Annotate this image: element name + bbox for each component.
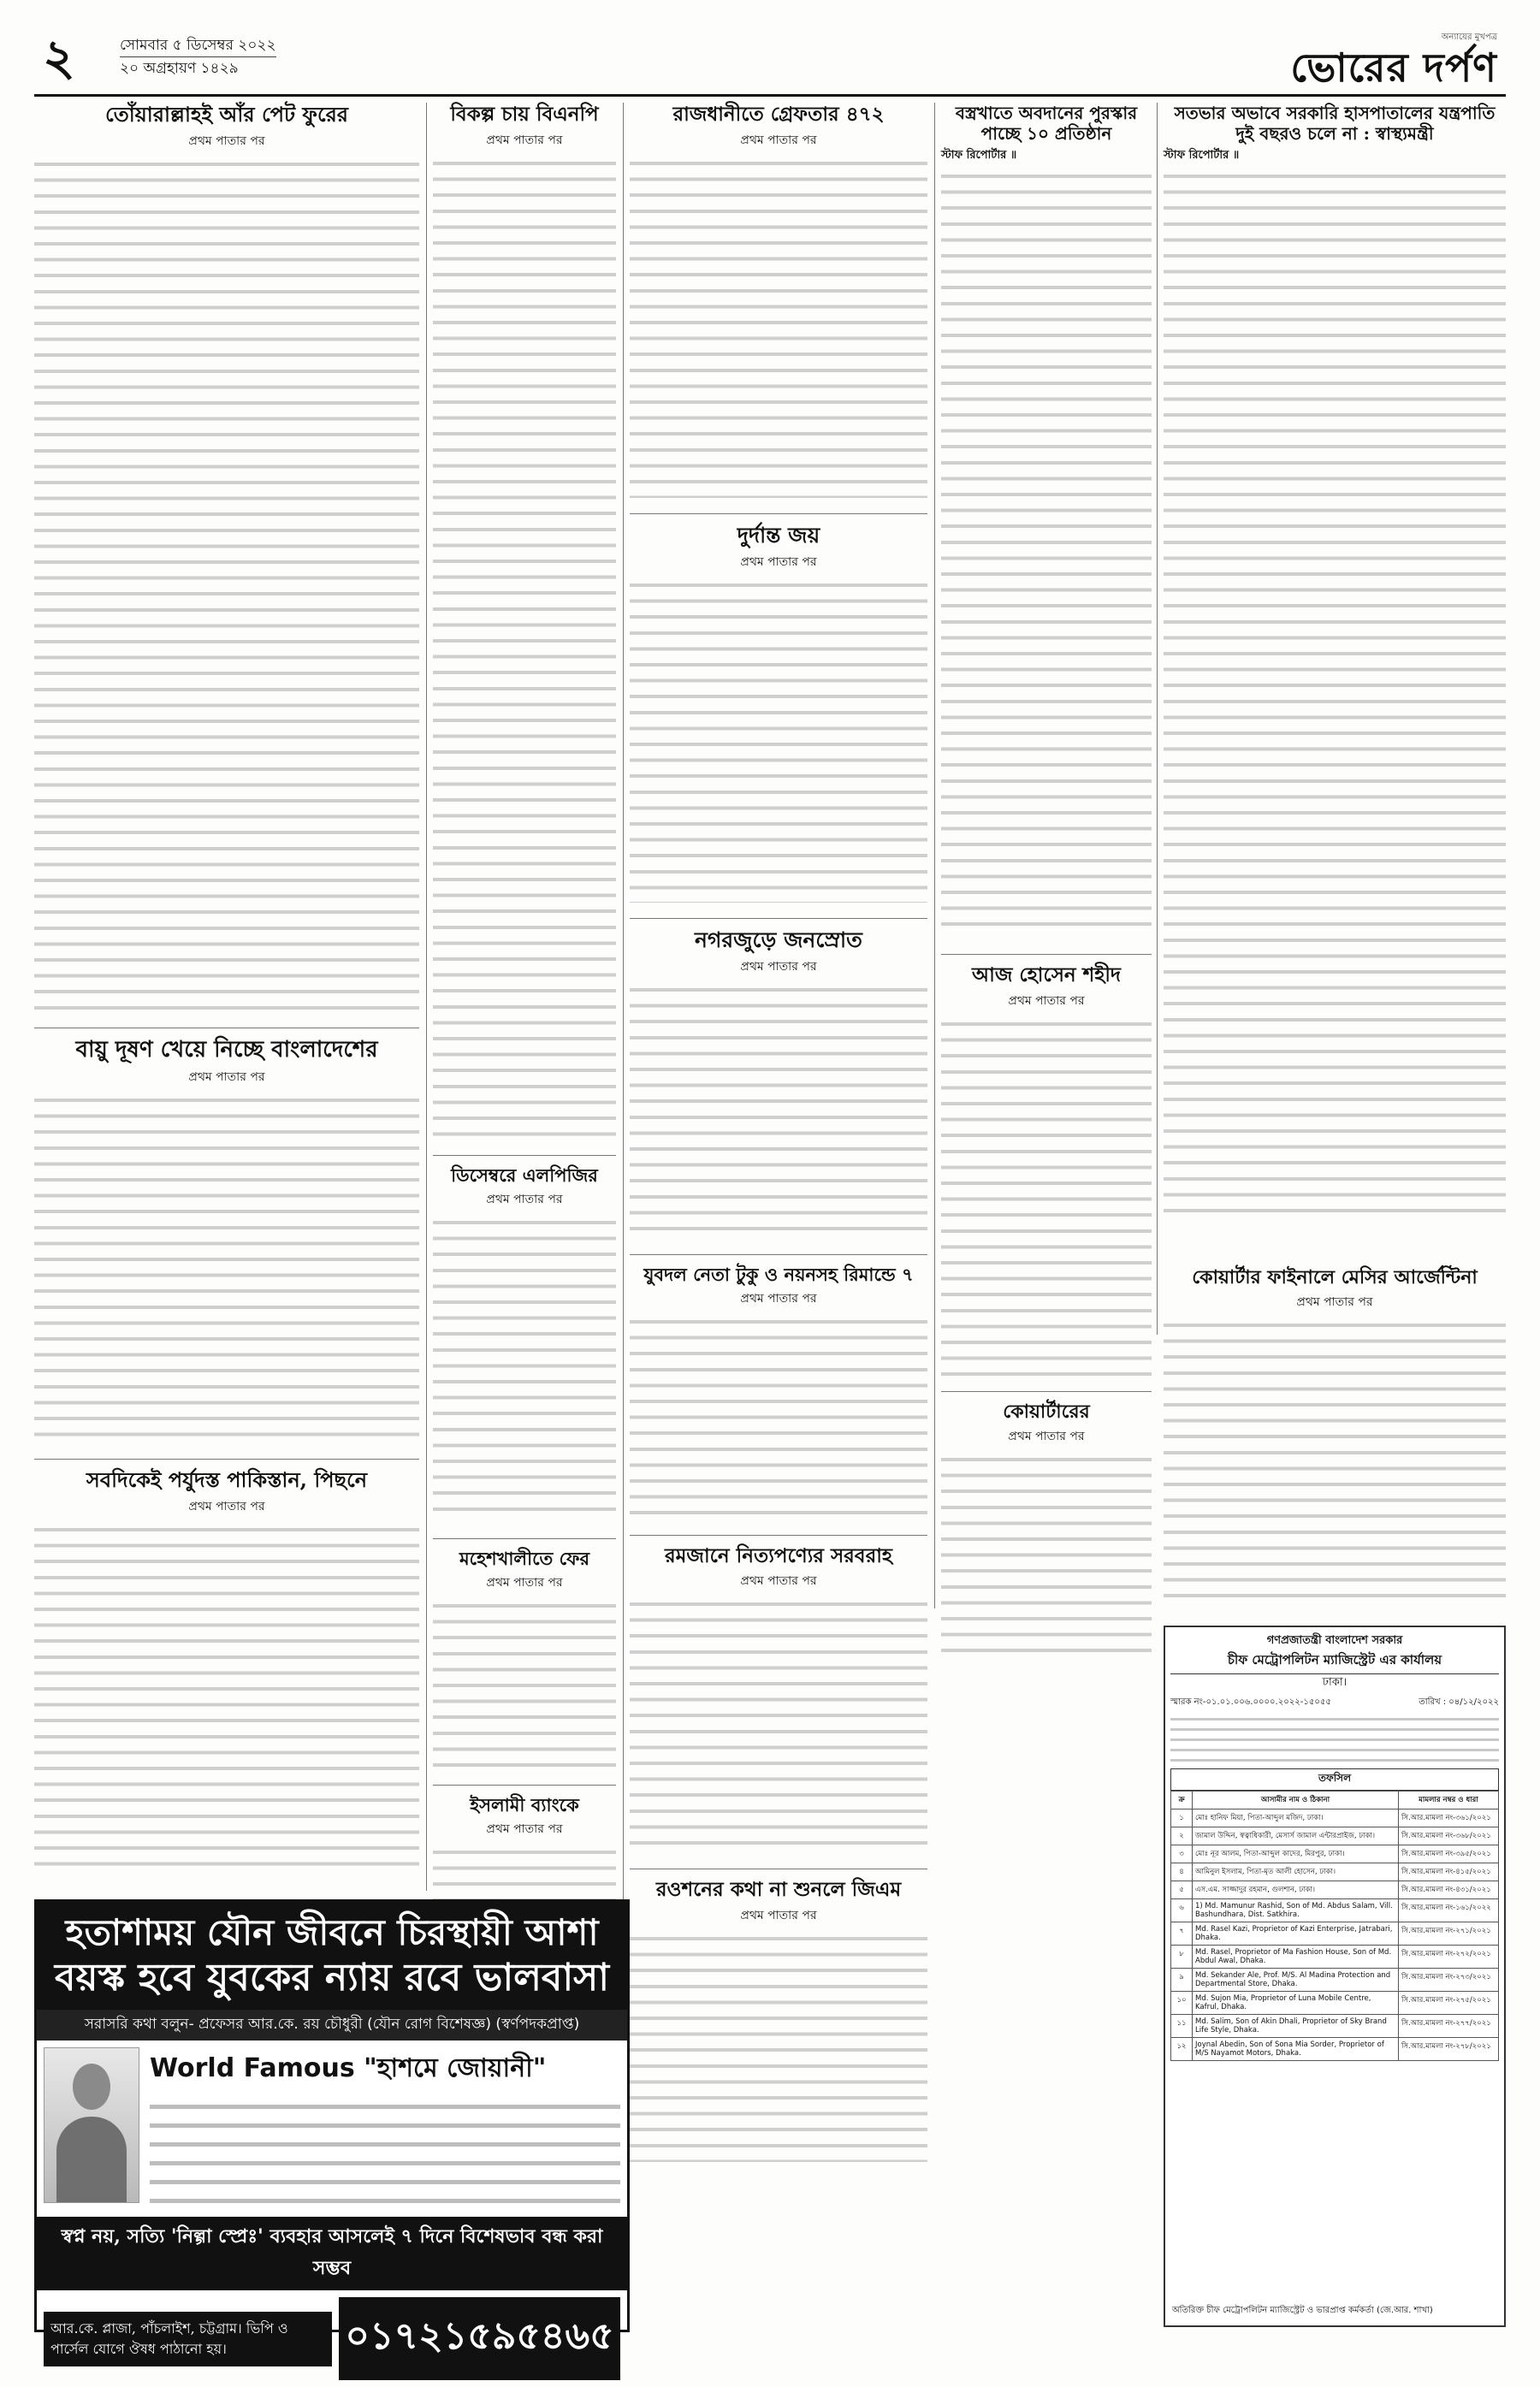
masthead xyxy=(34,26,1506,97)
article-headline: সবদিকেই পর্যুদস্ত পাকিস্তান, পিছনে xyxy=(86,1466,368,1492)
article-body xyxy=(630,1596,927,1853)
row-name: Md. Rasel Kazi, Proprietor of Kazi Enterprise, Jatrabari, Dhaka. xyxy=(1193,1922,1399,1946)
col-sn: ক্র xyxy=(1171,1792,1193,1810)
article-continuation: প্রথম পাতার পর xyxy=(740,1908,817,1922)
column-1 xyxy=(34,103,419,1888)
article-headline: রমজানে নিত্যপণ্যের সরবরাহ xyxy=(664,1543,893,1567)
article-headline: যুবদল নেতা টুকু ও নয়নসহ রিমান্ডে ৭ xyxy=(643,1263,914,1285)
table-row xyxy=(1171,1992,1499,2015)
article xyxy=(34,1037,419,1443)
row-sn: ৫ xyxy=(1171,1881,1193,1899)
article-continuation: প্রথম পাতার পর xyxy=(486,1822,563,1837)
article-headline: মহেশখালীতে ফের xyxy=(459,1547,590,1569)
row-case: সি.আর.মামলা নং-২৭১/২০২১ xyxy=(1399,1922,1499,1946)
article xyxy=(433,103,616,1140)
article-headline: কোয়ার্টারের xyxy=(1003,1400,1090,1423)
article-body xyxy=(630,578,927,903)
article xyxy=(34,103,419,1012)
article-headline: বায়ু দূষণ খেয়ে নিচ্ছে বাংলাদেশের xyxy=(75,1036,378,1063)
article-headline: আজ হোসেন শহীদ xyxy=(971,963,1122,986)
article xyxy=(630,523,927,903)
row-case: সি.আর.মামলা নং-৩৬১/২০২১ xyxy=(1399,1810,1499,1827)
row-sn: ৯ xyxy=(1171,1969,1193,1992)
article-headline: কোয়ার্টার ফাইনালে মেসির আর্জেন্টিনা xyxy=(1192,1266,1478,1288)
article-continuation: প্রথম পাতার পর xyxy=(740,959,817,974)
article xyxy=(630,1544,927,1854)
column-5 xyxy=(1164,103,1506,1236)
notice-government: গণপ্রজাতন্ত্রী বাংলাদেশ সরকার xyxy=(1266,1634,1403,1647)
row-case: সি.আর.মামলা নং-৩৬৮/২০২১ xyxy=(1399,1827,1499,1845)
table-row xyxy=(1171,2015,1499,2038)
column-divider xyxy=(1157,103,1158,1335)
row-case: সি.আর.মামলা নং-২৭৫/২০২১ xyxy=(1399,1992,1499,2015)
row-name: মোঃ নূর আলম, পিতা-আব্দুল কাদের, মিরপুর, ঢাকা। xyxy=(1193,1845,1399,1863)
logo-name: ভোরের দর্পণ xyxy=(1290,44,1497,91)
table-row xyxy=(1171,1881,1499,1899)
article-continuation: প্রথম পাতার পর xyxy=(188,133,265,148)
article xyxy=(630,1878,927,2162)
article-headline: ইসলামী ব্যাংকে xyxy=(470,1793,579,1815)
page-number: ২ xyxy=(43,28,75,86)
article-body xyxy=(433,156,616,1140)
article-wide xyxy=(1164,1266,1506,1624)
article-body xyxy=(34,157,419,1012)
row-name: Joynal Abedin, Son of Sona Mia Sorder, Proprietor of M/S Nayamot Motors, Dhaka. xyxy=(1193,2038,1399,2061)
table-row xyxy=(1171,2038,1499,2061)
article xyxy=(34,1468,419,1873)
article-byline: স্টাফ রিপোর্টার ॥ xyxy=(1164,149,1240,162)
column-divider xyxy=(934,103,935,1608)
row-sn: ৭ xyxy=(1171,1922,1193,1946)
row-name: Md. Sekander Ale, Prof. M/S. Al Madina Protection and Departmental Store, Dhaka. xyxy=(1193,1969,1399,1992)
article-headline: রওশনের কথা না শুনলে জিএম xyxy=(655,1878,902,1902)
issue-date xyxy=(120,34,276,80)
article-body xyxy=(941,1452,1152,1657)
row-name: এস.এম. সাজ্জাদুর রহমান, গুলশান, ঢাকা। xyxy=(1193,1881,1399,1899)
date-gregorian: সোমবার ৫ ডিসেম্বর ২০২২ xyxy=(120,34,276,57)
article xyxy=(630,1264,927,1519)
article xyxy=(433,1164,616,1523)
row-case: সি.আর.মামলা নং-২৭৭/২০২১ xyxy=(1399,2015,1499,2038)
article-body xyxy=(1164,169,1506,1221)
court-notice xyxy=(1164,1626,1506,2327)
article-headline: বিকল্প চায় বিএনপি xyxy=(450,103,599,126)
table-row xyxy=(1171,1922,1499,1946)
row-name: জামাল উদ্দিন, স্বত্বাধিকারী, মেসার্স জামাল এন্টারপ্রাইজ, ঢাকা। xyxy=(1193,1827,1399,1845)
notice-office: চীফ মেট্রোপলিটন ম্যাজিস্ট্রেট এর কার্যালয় xyxy=(1170,1650,1499,1674)
row-case: সি.আর.মামলা নং-৪১৫/২০২১ xyxy=(1399,1863,1499,1881)
date-bangla: ২০ অগ্রহায়ণ ১৪২৯ xyxy=(120,60,239,77)
article-continuation: প্রথম পাতার পর xyxy=(1008,1429,1085,1443)
column-3 xyxy=(630,103,927,2177)
ad-contact-strip: সরাসরি কথা বলুন- প্রফেসর আর.কে. রয় চৌধুরী (যৌন রোগ বিশেষজ্ঞ) (স্বর্ণপদকপ্রাপ্ত) xyxy=(37,2010,627,2040)
article xyxy=(1164,103,1506,1221)
row-name: Md. Sujon Mia, Proprietor of Luna Mobile Centre, Kafrul, Dhaka. xyxy=(1193,1992,1399,2015)
article-continuation: প্রথম পাতার পর xyxy=(1008,993,1085,1008)
article-continuation: প্রথম পাতার পর xyxy=(486,1575,563,1590)
ad-claim: স্বপ্ন নয়, সত্যি 'নিল্গা স্প্রেঃ' ব্যবহার আসলেই ৭ দিনে বিশেষভাব বন্ধ করা সম্ভব xyxy=(37,2217,627,2290)
notice-table xyxy=(1170,1791,1499,2061)
row-case: সি.আর.মামলা নং-২৭২/২০২১ xyxy=(1399,1946,1499,1969)
table-row xyxy=(1171,1946,1499,1969)
row-sn: ৬ xyxy=(1171,1899,1193,1922)
notice-city: ঢাকা। xyxy=(1322,1676,1348,1689)
article-headline: সতভার অভাবে সরকারি হাসপাতালের যন্ত্রপাতি দুই বছরও চলে না : স্বাস্থ্যমন্ত্রী xyxy=(1174,103,1496,144)
newspaper-logo xyxy=(1290,31,1497,90)
row-sn: ১০ xyxy=(1171,1992,1193,2015)
column-divider xyxy=(426,103,427,1891)
notice-ref: স্মারক নং-০১.০১.০০৬.০০০০.২০২২-১৫০৫৫ xyxy=(1170,1697,1331,1707)
table-row xyxy=(1171,1845,1499,1863)
article-headline: বস্ত্রখাতে অবদানের পুরস্কার পাচ্ছে ১০ প্রতিষ্ঠান xyxy=(955,103,1138,144)
article-body xyxy=(34,1093,419,1443)
column-2 xyxy=(433,103,616,2185)
table-row xyxy=(1171,1863,1499,1881)
row-sn: ২ xyxy=(1171,1827,1193,1845)
ad-phone-number: ০১৭২১৫৯৫৪৬৫ xyxy=(339,2297,620,2380)
article-body xyxy=(433,1598,616,1769)
article xyxy=(941,963,1152,1376)
notice-table-title: তফসিল xyxy=(1170,1768,1499,1791)
col-name: আসামীর নাম ও ঠিকানা xyxy=(1193,1792,1399,1810)
ad-product-name: World Famous "হাশমে জোয়ানী" xyxy=(150,2053,547,2083)
article-headline: নগরজুড়ে জনস্রোত xyxy=(695,927,862,952)
table-row xyxy=(1171,1810,1499,1827)
article-headline: দুর্দান্ত জয় xyxy=(737,522,820,548)
newspaper-page xyxy=(34,26,1506,2358)
article-continuation: প্রথম পাতার পর xyxy=(486,1192,563,1206)
table-row xyxy=(1171,1969,1499,1992)
article-continuation: প্রথম পাতার পর xyxy=(1296,1295,1373,1310)
row-sn: ১ xyxy=(1171,1810,1193,1827)
row-case: সি.আর.মামলা নং-১৬১/২০২২ xyxy=(1399,1899,1499,1922)
row-case: সি.আর.মামলা নং-৪৩১/২০২১ xyxy=(1399,1881,1499,1899)
notice-signature: অতিরিক্ত চীফ মেট্রোপলিটন ম্যাজিস্ট্রেট ও ভারপ্রাপ্ত কর্মকর্তা (জে.আর. শাখা) xyxy=(1172,2306,1433,2315)
article-body xyxy=(630,1931,927,2162)
table-row xyxy=(1171,1899,1499,1922)
doctor-photo xyxy=(44,2047,139,2203)
row-name: মোঃ হানিফ মিয়া, পিতা-আব্দুল মজিদ, ঢাকা। xyxy=(1193,1810,1399,1827)
row-sn: ৩ xyxy=(1171,1845,1193,1863)
row-sn: ১১ xyxy=(1171,2015,1193,2038)
table-row xyxy=(1171,1827,1499,1845)
column-4 xyxy=(941,103,1152,1673)
article-body xyxy=(630,982,927,1239)
article-body xyxy=(433,1215,616,1523)
notice-date: তারিখ : ০৪/১২/২০২২ xyxy=(1419,1697,1499,1707)
article xyxy=(941,1401,1152,1657)
ad-description xyxy=(150,2098,620,2209)
article-continuation: প্রথম পাতার পর xyxy=(188,1499,265,1513)
article-body xyxy=(630,1314,927,1519)
article-headline: ডিসেম্বরে এলপিজির xyxy=(451,1164,598,1186)
row-case: সি.আর.মামলা নং-২৭৮/২০২১ xyxy=(1399,2038,1499,2061)
row-name: Md. Salim, Son of Akin Dhali, Proprietor of Sky Brand Life Style, Dhaka. xyxy=(1193,2015,1399,2038)
article-headline: রাজধানীতে গ্রেফতার ৪৭২ xyxy=(672,103,885,126)
article xyxy=(630,103,927,498)
article-continuation: প্রথম পাতার পর xyxy=(188,1069,265,1084)
article-byline: স্টাফ রিপোর্টার ॥ xyxy=(941,149,1017,162)
ad-line-1: হতাশাময় যৌন জীবনে চিরস্থায়ী আশা xyxy=(65,1911,599,1953)
article-headline: তোঁয়ারাল্লাহই আঁর পেট ফুরের xyxy=(104,102,349,127)
article-continuation: প্রথম পাতার পর xyxy=(740,1574,817,1589)
advertisement xyxy=(34,1899,630,2358)
article-continuation: প্রথম পাতার পর xyxy=(486,133,563,147)
row-case: সি.আর.মামলা নং-২৭৩/২০২১ xyxy=(1399,1969,1499,1992)
row-sn: ১২ xyxy=(1171,2038,1193,2061)
article-continuation: প্রথম পাতার পর xyxy=(740,133,817,147)
row-name: Md. Rasel, Proprietor of Ma Fashion House, Son of Md. Abdul Awal, Dhaka. xyxy=(1193,1946,1399,1969)
article-body xyxy=(630,156,927,498)
notice-intro-text xyxy=(1170,1714,1499,1765)
article-continuation: প্রথম পাতার পর xyxy=(740,1291,817,1306)
article-body xyxy=(34,1522,419,1873)
row-name: আমিনুল ইসলাম, পিতা-মৃত আলী হোসেন, ঢাকা। xyxy=(1193,1863,1399,1881)
row-name: 1) Md. Mamunur Rashid, Son of Md. Abdus Salam, Vill. Bashundhara, Dist. Satkhira. xyxy=(1193,1899,1399,1922)
ad-address: আর.কে. প্লাজা, পাঁচলাইশ, চট্টগ্রাম। ভিপি ও পার্সেল যোগে ঔষধ পাঠানো হয়। xyxy=(44,2312,332,2366)
row-sn: ৪ xyxy=(1171,1863,1193,1881)
col-case: মামলার নম্বর ও ধারা xyxy=(1399,1792,1499,1810)
row-case: সি.আর.মামলা নং-৩৯৫/২০২১ xyxy=(1399,1845,1499,1863)
article xyxy=(630,927,927,1239)
logo-tagline: অন্যায়ের মুখপত্র xyxy=(1441,33,1497,42)
article xyxy=(433,1548,616,1769)
article xyxy=(1164,1266,1506,1608)
article-continuation: প্রথম পাতার পর xyxy=(740,554,817,569)
article xyxy=(941,103,1152,939)
article-body xyxy=(941,1016,1152,1376)
article-body xyxy=(1164,1318,1506,1608)
ad-headline xyxy=(37,1902,627,2010)
row-sn: ৮ xyxy=(1171,1946,1193,1969)
article-body xyxy=(941,169,1152,939)
ad-line-2: বয়স্ক হবে যুবকের ন্যায় রবে ভালবাসা xyxy=(55,1956,609,1999)
